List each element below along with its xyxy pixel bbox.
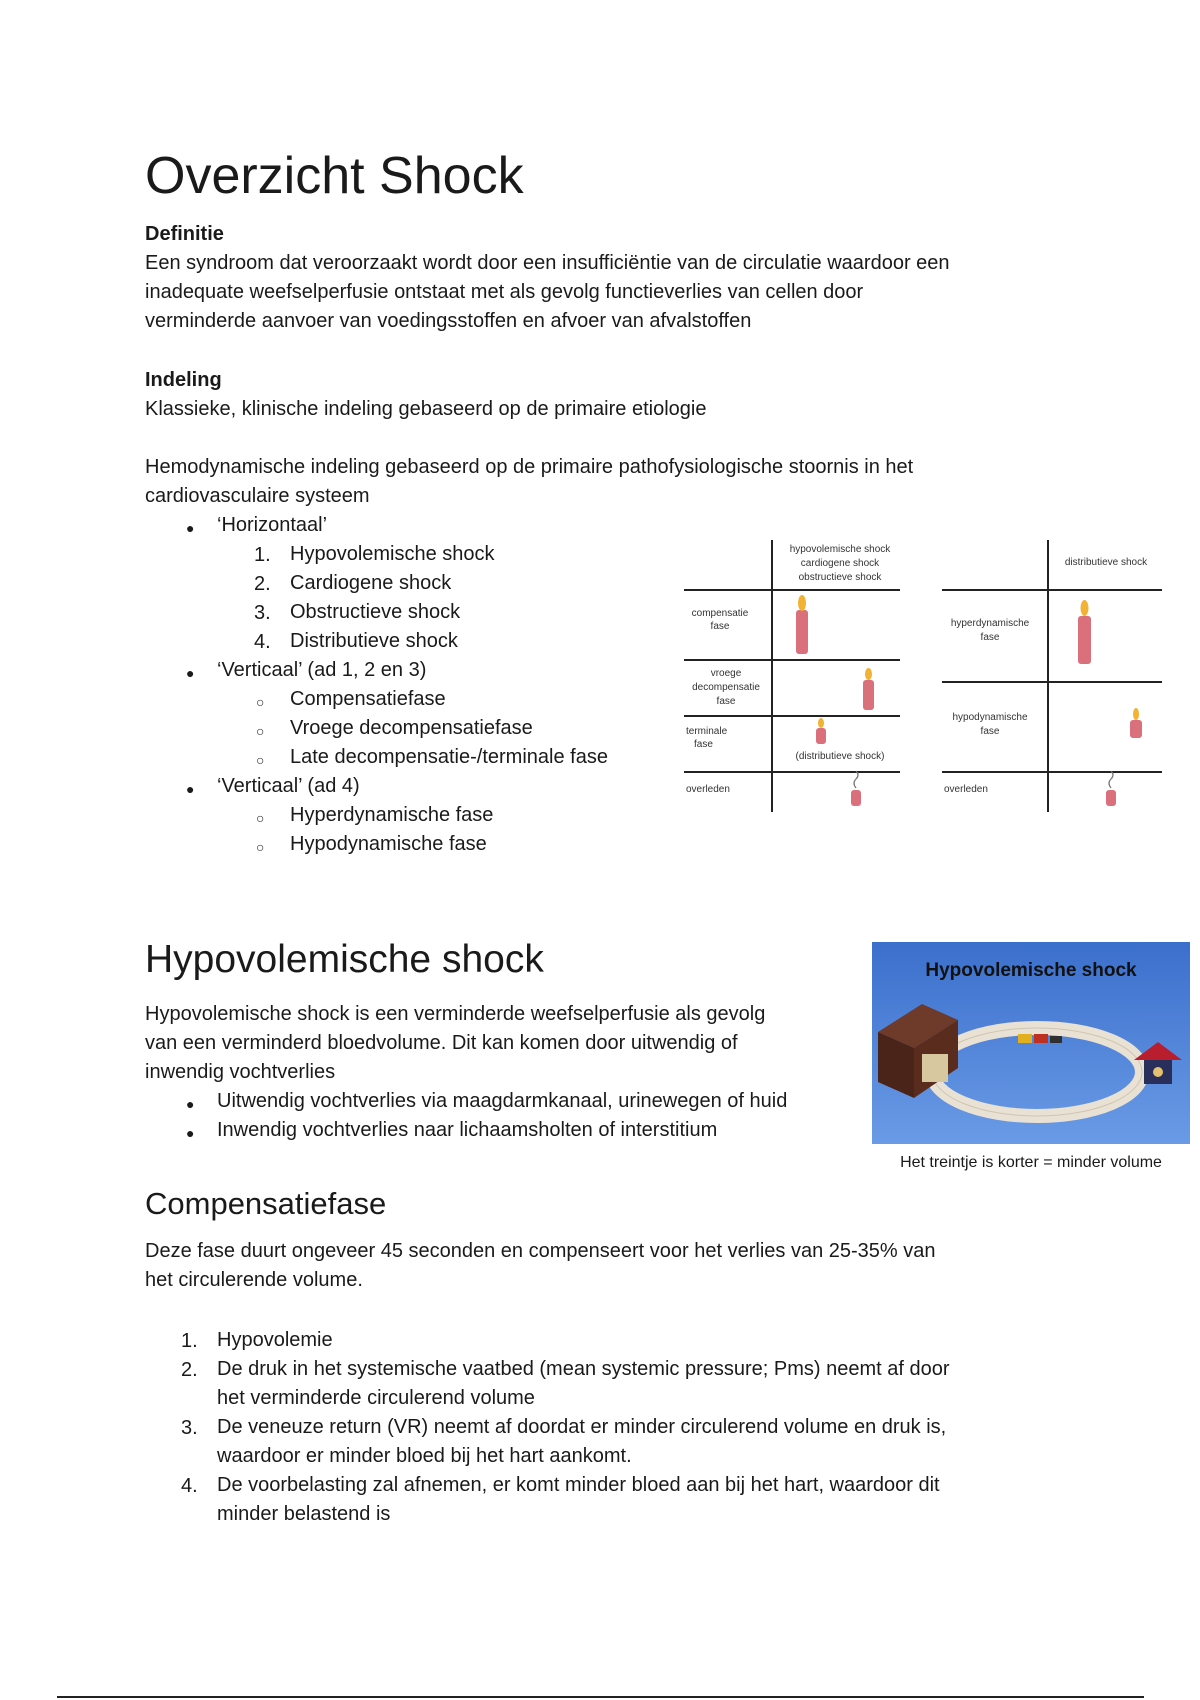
list-item: De veneuze return (VR) neemt af doordat er minder circulerend volume en druk is, <box>217 1416 947 1438</box>
list-item: Uitwendig vochtverlies via maagdarmkanaal, urinewegen of huid <box>217 1090 788 1112</box>
indeling-section <box>145 366 1045 511</box>
candle-icon <box>796 595 808 654</box>
list-item: Obstructieve shock <box>290 601 461 623</box>
list-item: Cardiogene shock <box>290 572 452 594</box>
list-item: Distributieve shock <box>290 630 458 652</box>
diagram-header: distributieve shock <box>1064 557 1148 568</box>
bullet-icon: ● <box>186 1125 195 1141</box>
hypovolemisch-text <box>145 1000 835 1087</box>
circle-bullet-icon: ○ <box>256 694 265 710</box>
indeling-hemo-line: Hemodynamische indeling gebaseerd op de primaire pathofysiologische stoornis in het <box>145 456 914 478</box>
diagram-row-label: vroege <box>710 668 742 679</box>
footer-rule <box>57 1696 1144 1698</box>
page-title: Overzicht Shock <box>145 147 524 205</box>
list-item: Hypodynamische fase <box>290 833 487 855</box>
diagram-header: hypovolemische shock <box>789 544 891 555</box>
list-item: Hyperdynamische fase <box>290 804 494 826</box>
shock-phase-diagram-left <box>684 540 904 816</box>
list-number: 3. <box>181 1417 198 1439</box>
list-number: 4. <box>254 631 271 653</box>
text-line: inwendig vochtverlies <box>145 1061 336 1083</box>
list-item: ‘Verticaal’ (ad 4) <box>217 775 360 797</box>
definitie-section <box>145 220 1045 336</box>
list-item: Hypovolemische shock <box>290 543 495 565</box>
indeling-hemo-line: cardiovasculaire systeem <box>145 485 370 507</box>
diagram-row-label: hypodynamische <box>952 712 1028 723</box>
diagram-header: obstructieve shock <box>798 572 882 583</box>
list-number: 1. <box>254 544 271 566</box>
list-item: Vroege decompensatiefase <box>290 717 533 739</box>
bullet-icon: ● <box>186 520 195 536</box>
list-number: 4. <box>181 1475 198 1497</box>
diagram-row-label: compensatie <box>691 608 749 619</box>
train-photo <box>872 942 1190 1144</box>
indeling-heading: Indeling <box>145 369 222 391</box>
text-line: Deze fase duurt ongeveer 45 seconden en compenseert voor het verlies van 25-35% van <box>145 1240 936 1262</box>
candle-icon <box>851 771 861 806</box>
diagram-row-label: fase <box>694 739 713 750</box>
photo-caption: Het treintje is korter = minder volume <box>900 1154 1162 1171</box>
candle-icon <box>863 668 874 710</box>
circle-bullet-icon: ○ <box>256 752 265 768</box>
definitie-line: inadequate weefselperfusie ontstaat met als gevolg functieverlies van cellen door <box>145 281 864 303</box>
candle-icon <box>1106 771 1116 806</box>
definitie-heading: Definitie <box>145 223 224 245</box>
list-number: 1. <box>181 1330 198 1352</box>
section-heading-compensatiefase: Compensatiefase <box>145 1186 387 1221</box>
section-heading-hypovolemisch: Hypovolemische shock <box>145 938 544 981</box>
list-item: Inwendig vochtverlies naar lichaamsholten of interstitium <box>217 1119 718 1141</box>
list-item: ‘Verticaal’ (ad 1, 2 en 3) <box>217 659 427 681</box>
photo-title: Hypovolemische shock <box>925 960 1137 981</box>
list-number: 2. <box>181 1359 198 1381</box>
diagram-row-label: hyperdynamische <box>950 618 1030 629</box>
list-item: De voorbelasting zal afnemen, er komt minder bloed aan bij het hart, waardoor dit <box>217 1474 940 1496</box>
diagram-row-label: fase <box>980 632 1000 643</box>
diagram-row-label: terminale <box>686 726 728 737</box>
list-number: 3. <box>254 602 271 624</box>
diagram-note: (distributieve shock) <box>795 751 885 762</box>
bullet-icon: ● <box>186 665 195 681</box>
circle-bullet-icon: ○ <box>256 810 265 826</box>
list-item: Late decompensatie-/terminale fase <box>290 746 608 768</box>
text-line: Hypovolemische shock is een verminderde weefselperfusie als gevolg <box>145 1003 766 1025</box>
list-item-continuation: waardoor er minder bloed bij het hart aankomt. <box>217 1445 632 1467</box>
list-item: De druk in het systemische vaatbed (mean systemic pressure; Pms) neemt af door <box>217 1358 950 1380</box>
circle-bullet-icon: ○ <box>256 723 265 739</box>
shock-phase-diagram-right <box>942 540 1164 816</box>
list-item: Hypovolemie <box>217 1329 333 1351</box>
diagram-row-label: fase <box>716 696 736 707</box>
list-number: 2. <box>254 573 271 595</box>
diagram-row-label: overleden <box>944 784 988 795</box>
diagram-row-label: fase <box>710 621 730 632</box>
diagram-row-label: decompensatie <box>692 682 760 693</box>
list-item: ‘Horizontaal’ <box>217 514 328 536</box>
diagram-header: cardiogene shock <box>800 558 880 569</box>
definitie-line: Een syndroom dat veroorzaakt wordt door een insufficiëntie van de circulatie waardoor een <box>145 252 950 274</box>
list-item-continuation: minder belastend is <box>217 1503 391 1525</box>
diagram-row-label: overleden <box>686 784 730 795</box>
list-item-continuation: het verminderde circulerend volume <box>217 1387 535 1409</box>
bullet-icon: ● <box>186 781 195 797</box>
list-item: Compensatiefase <box>290 688 446 710</box>
text-line: van een verminderd bloedvolume. Dit kan komen door uitwendig of <box>145 1032 738 1054</box>
candle-icon <box>1130 708 1142 738</box>
text-line: het circulerende volume. <box>145 1269 363 1291</box>
indeling-klassiek: Klassieke, klinische indeling gebaseerd op de primaire etiologie <box>145 398 707 420</box>
circle-bullet-icon: ○ <box>256 839 265 855</box>
candle-icon <box>1078 600 1091 664</box>
diagram-row-label: fase <box>980 726 1000 737</box>
candle-icon <box>816 718 826 744</box>
compensatiefase-intro <box>145 1237 1045 1295</box>
definitie-line: verminderde aanvoer van voedingsstoffen en afvoer van afvalstoffen <box>145 310 752 332</box>
bullet-icon: ● <box>186 1096 195 1112</box>
